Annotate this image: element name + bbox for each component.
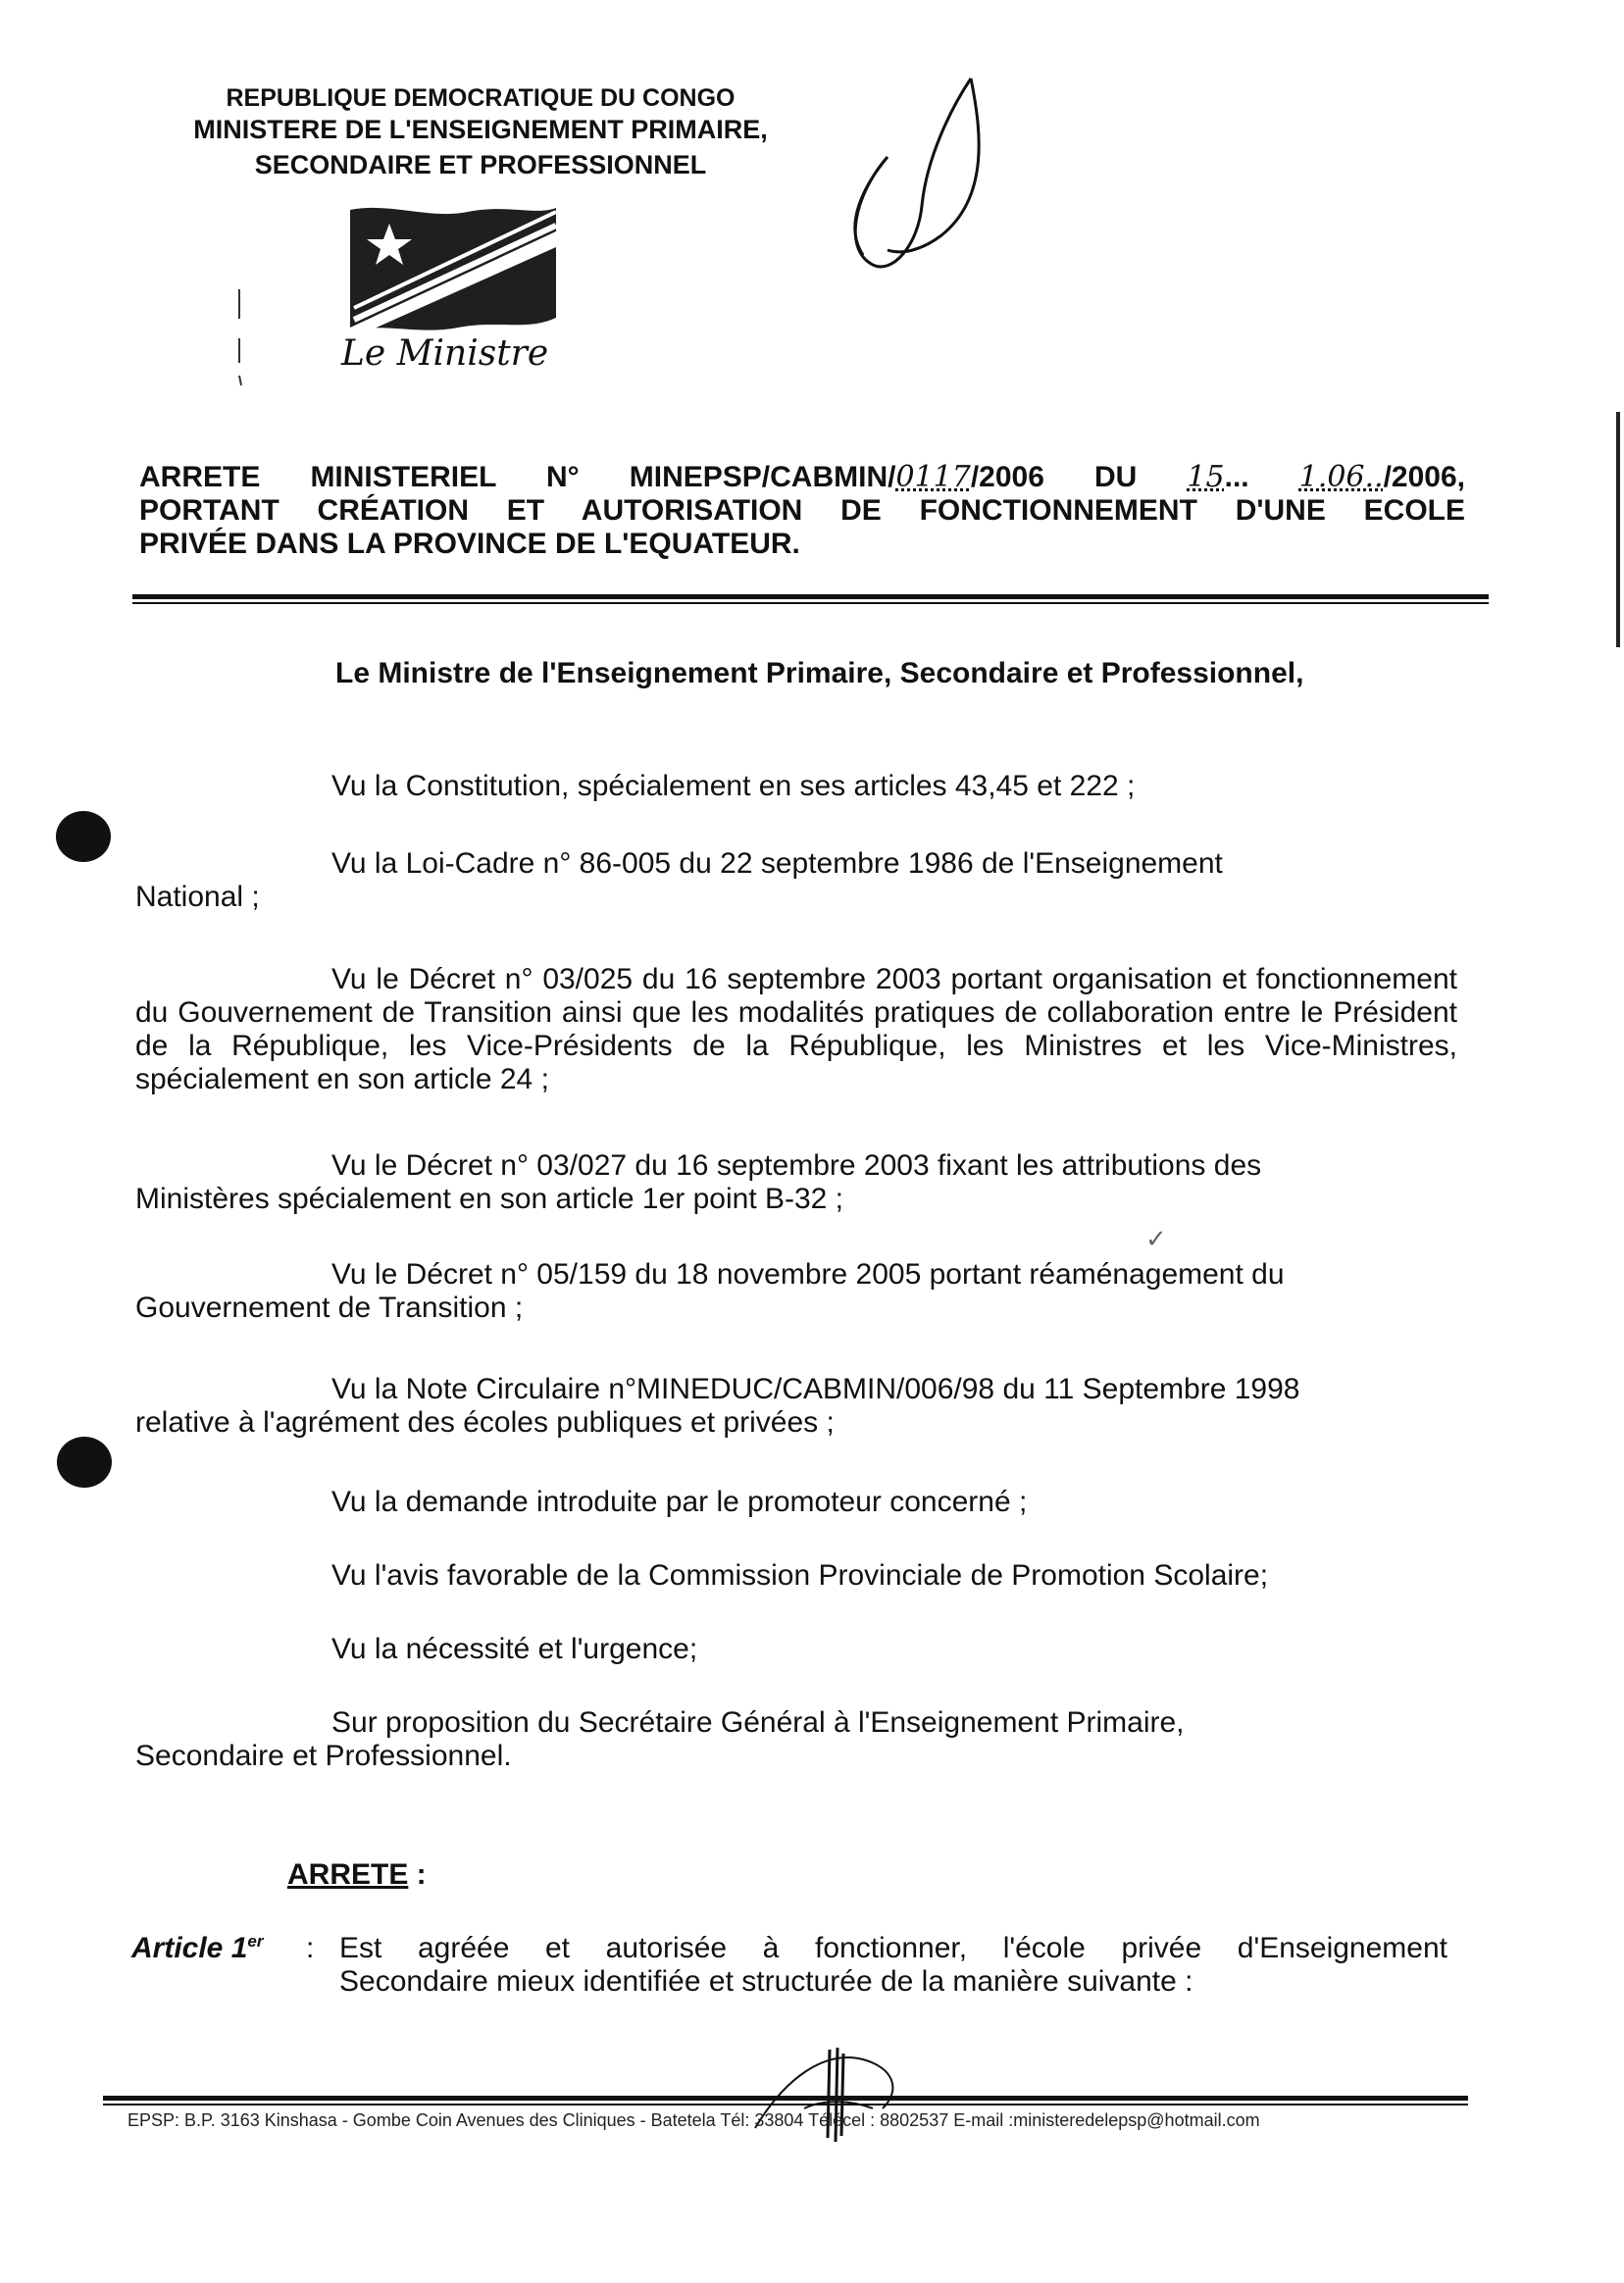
decree-day-handwritten: 15 [1187,460,1225,494]
handwritten-signature [745,2040,922,2148]
decree-number-handwritten: 0117 [895,460,971,494]
punch-hole [57,1437,112,1488]
consideration-note-circulaire: Vu la Note Circulaire n°MINEDUC/CABMIN/006/98 du 11 Septembre 1998 relative à l'agrément des écoles publiques et privées ; [135,1373,1300,1439]
check-mark-icon: ✓ [1145,1224,1167,1253]
footer-rule-thin [103,2104,1468,2105]
decree-title-line2: PORTANT CRÉATION ET AUTORISATION DE FONCTIONNEMENT D'UNE ECOLE [139,494,1465,527]
consideration-constitution: Vu la Constitution, spécialement en ses articles 43,45 et 222 ; [331,770,1136,802]
decree-title [139,461,1465,561]
ministry-name-line2: SECONDAIRE ET PROFESSIONNEL [254,150,707,179]
margin-tick-mark [235,289,245,387]
consideration-decret-03-027: Vu le Décret n° 03/027 du 16 septembre 2003 fixant les attributions des Ministères spécialement en son article 1er point B-32 ; [135,1149,1262,1215]
consideration-demande: Vu la demande introduite par le promoteur concerné ; [331,1486,1028,1518]
handwritten-initial-mark [834,69,1010,284]
footer-contact: EPSP: B.P. 3163 Kinshasa - Gombe Coin Avenues des Cliniques - Batetela Tél: 33804 Télécel : 8802537 E-mail :ministeredelepsp@hotmail.com [127,2110,1260,2130]
consideration-loi-cadre: Vu la Loi-Cadre n° 86-005 du 22 septembre 1986 de l'Enseignement National ; [135,847,1223,913]
ministry-name-line1: MINISTERE DE L'ENSEIGNEMENT PRIMAIRE, [193,115,768,144]
title-rule-thick [132,594,1489,599]
flag-emblem-icon [350,202,556,339]
country-name: REPUBLIQUE DEMOCRATIQUE DU CONGO [226,84,736,112]
consideration-decret-03-025: Vu le Décret n° 03/025 du 16 septembre 2003 portant organisation et fonctionnement du Gouvernement de Transition ainsi que les modalités pratiques de collaboration entre le Président de la République, les Vice-Présidents de la République, les Ministres et les Vice-Ministres, spécialement en son article 24 ; [135,963,1457,1095]
decree-month-handwritten: 1.06.. [1298,460,1384,494]
minister-title-script: Le Ministre [341,333,549,374]
article-1-body: Est agréée et autorisée à fonctionner, l'école privée d'Enseignement Secondaire mieux identifiée et structurée de la manière suivante : [339,1932,1447,1998]
decree-title-line3: PRIVÉE DANS LA PROVINCE DE L'EQUATEUR. [139,528,800,560]
consideration-decret-05-159: Vu le Décret n° 05/159 du 18 novembre 2005 portant réaménagement du Gouvernement de Transition ; [135,1258,1285,1324]
punch-hole [56,811,111,862]
consideration-avis-favorable: Vu l'avis favorable de la Commission Provinciale de Promotion Scolaire; [331,1559,1269,1592]
arrete-heading: ARRETE : [287,1858,427,1891]
subject-line: Le Ministre de l'Enseignement Primaire, Secondaire et Professionnel, [335,657,1304,689]
consideration-necessite: Vu la nécessité et l'urgence; [331,1633,698,1665]
footer-rule-thick [103,2096,1468,2101]
consideration-proposition: Sur proposition du Secrétaire Général à l'Enseignement Primaire, Secondaire et Professionnel. [135,1706,1185,1772]
title-rule-thin [132,602,1489,604]
article-1-colon: : [306,1932,315,1964]
page-edge-line [1616,412,1620,647]
decree-title-line1: ARRETE MINISTERIEL N° MINEPSP/CABMIN/0117/2006 DU 15... 1.06../2006, [139,460,1466,494]
article-1-label: Article 1er [131,1932,264,1964]
